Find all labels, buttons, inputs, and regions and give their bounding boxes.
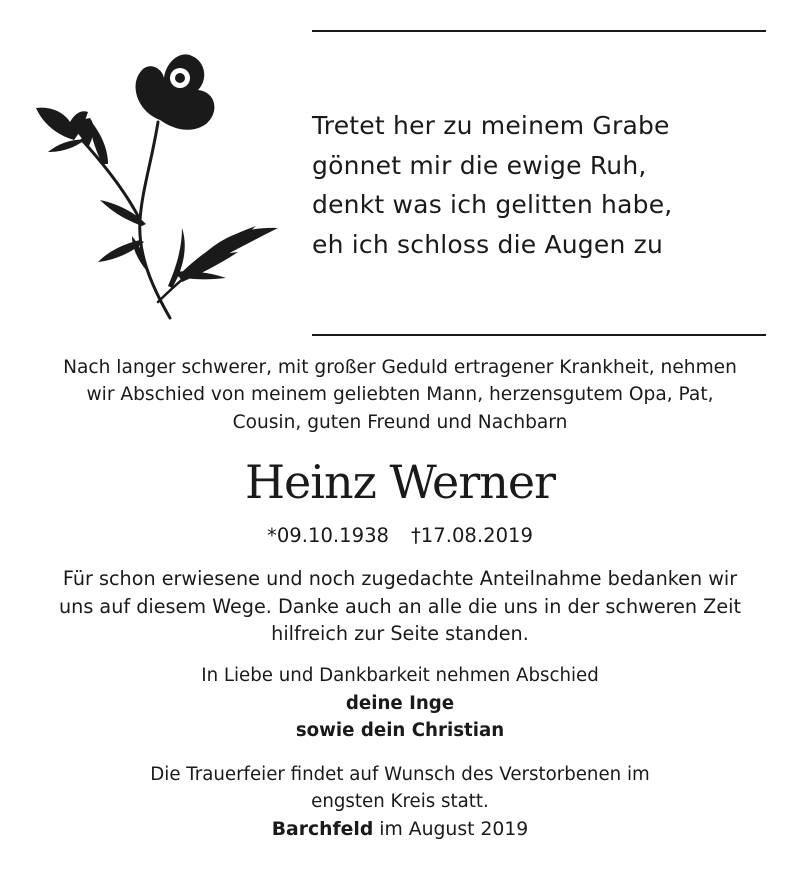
death-date: †17.08.2019 — [411, 524, 533, 547]
deceased-name: Heinz Werner — [244, 455, 556, 509]
mourner-name: sowie dein Christian — [295, 720, 505, 741]
farewell-block — [0, 662, 800, 745]
intro-text — [0, 354, 800, 436]
ceremony-note — [0, 761, 800, 815]
poem — [312, 106, 772, 264]
rose-flower-icon — [30, 40, 290, 330]
poem-line: Tretet her zu meinem Grabe — [312, 111, 670, 140]
thanks-text — [0, 565, 800, 648]
farewell-intro: In Liebe und Dankbarkeit nehmen Abschied — [201, 665, 599, 686]
intro-line: wir Abschied von meinem geliebten Mann, herzensgutem Opa, Pat, — [86, 384, 714, 406]
poem-line: gönnet mir die ewige Ruh, — [312, 150, 647, 180]
thanks-line: uns auf diesem Wege. Danke auch an alle die uns in der schweren Zeit — [59, 594, 741, 618]
thanks-line: hilfreich zur Seite standen. — [271, 622, 529, 645]
mourner-name: deine Inge — [345, 692, 455, 714]
ceremony-line: Die Trauerfeier findet auf Wunsch des Verstorbenen im — [150, 764, 650, 785]
top-divider — [312, 30, 766, 32]
place-date — [0, 816, 800, 844]
date-text: im August 2019 — [379, 819, 529, 840]
ceremony-line: engsten Kreis statt. — [311, 791, 489, 812]
place-name: Barchfeld — [271, 819, 374, 840]
intro-line: Nach langer schwerer, mit großer Geduld ertragener Krankheit, nehmen — [63, 357, 737, 378]
thanks-line: Für schon erwiesene und noch zugedachte Anteilnahme bedanken wir — [62, 567, 738, 590]
life-dates — [0, 522, 800, 550]
poem-line: eh ich schloss die Augen zu — [312, 229, 664, 259]
poem-line: denkt was ich gelitten habe, — [312, 190, 673, 219]
intro-line: Cousin, guten Freund und Nachbarn — [232, 411, 568, 433]
birth-date: *09.10.1938 — [267, 524, 389, 547]
bottom-divider — [312, 334, 766, 336]
